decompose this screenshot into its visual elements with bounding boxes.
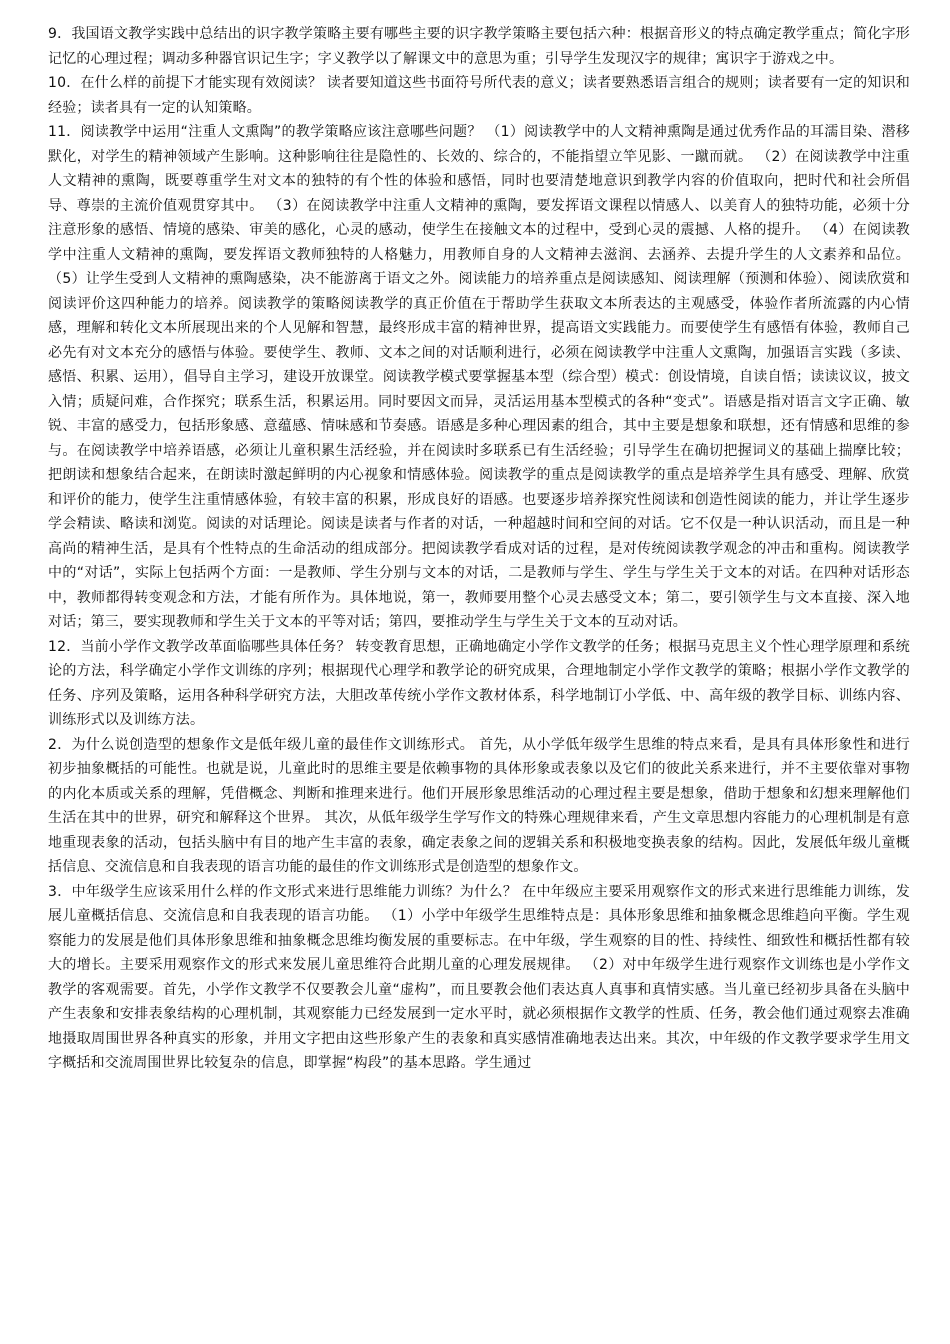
paragraph-q12-composition-reform: 12．当前小学作文教学改革面临哪些具体任务？ 转变教育思想，正确地确定小学作文教学的任务；根据马克思主义个性心理学原理和系统论的方法，科学确定小学作文训练的序列；根据现代心理学和教学论的研究成果，合理地制定小学作文教学的策略；根据小学作文教学的任务、序列及策略，运用各种科学研究方法，大胆改革传统小学作文教材体系，科学地制订小学低、中、高年级的教学目标、训练内容、训练形式以及训练方法。 — [48, 638, 910, 728]
paragraph-q10-effective-reading: 10．在什么样的前提下才能实现有效阅读？ 读者要知道这些书面符号所代表的意义；读者要熟悉语言组合的规则；读者要有一定的知识和经验；读者具有一定的认知策略。 — [48, 75, 910, 116]
paragraph-q11-humanistic-cultivation: 11．阅读教学中运用“注重人文熏陶”的教学策略应该注意哪些问题？ （1）阅读教学中的人文精神熏陶是通过优秀作品的耳濡目染、潜移默化，对学生的精神领域产生影响。这种影响往往是隐性的、长效的、综合的，不能指望立竿见影、一蹴而就。 （2）在阅读教学中注重人文精神的熏陶，既要尊重学生对文本的独特的有个性的体验和感悟，同时也要清楚地意识到教学内容的价值取向，把时代和社会所倡导、尊崇的主流价值观贯穿其中。 （3）在阅读教学中注重人文精神的熏陶，要发挥语文课程以情感人、以美育人的独特功能，必须十分注意形象的感悟、情境的感染、审美的感化，心灵的感动，使学生在接触文本的过程中，受到心灵的震撼、人格的提升。 （4）在阅读教学中注重人文精神的熏陶，要发挥语文教师独特的人格魅力，用教师自身的人文精神去滋润、去涵养、去提升学生的人文素养和品位。 （5）让学生受到人文精神的熏陶感染，决不能游离于语文之外。阅读能力的培养重点是阅读感知、阅读理解（预测和体验）、阅读欣赏和阅读评价这四种能力的培养。阅读教学的策略阅读教学的真正价值在于帮助学生获取文本所表达的主观感受，体验作者所流露的内心情感，理解和转化文本所展现出来的个人见解和智慧，最终形成丰富的精神世界，提高语文实践能力。而要使学生有感悟有体验，教师自己必先有对文本充分的感悟与体验。要使学生、教师、文本之间的对话顺利进行，必须在阅读教学中注重人文熏陶，加强语言实践（多读、感悟、积累、运用），倡导自主学习，建设开放课堂。阅读教学模式要掌握基本型（综合型）模式：创设情境，自读自悟；读读议议，披文入情；质疑问难，合作探究；联系生活，积累运用。同时要因文而异，灵活运用基本型模式的各种“变式”。语感是指对语言文字正确、敏锐、丰富的感受力，包括形象感、意蕴感、情味感和节奏感。语感是多种心理因素的组合，其中主要是想象和联想，还有情感和思维的参与。在阅读教学中培养语感，必须让儿童积累生活经验，并在阅读时多联系已有生活经验；引导学生在确切把握词义的基础上揣摩比较；把朗读和想象结合起来，在朗读时激起鲜明的内心视象和情感体验。阅读教学的重点是阅读教学的重点是培养学生具有感受、理解、欣赏和评价的能力，使学生注重情感体验，有较丰富的积累，形成良好的语感。也要逐步培养探究性阅读和创造性阅读的能力，并让学生逐步学会精读、略读和浏览。阅读的对话理论。阅读是读者与作者的对话，一种超越时间和空间的对话。它不仅是一种认识活动，而且是一种高尚的精神生活，是具有个性特点的生命活动的组成部分。把阅读教学看成对话的过程，是对传统阅读教学观念的冲击和重构。阅读教学中的“对话”，实际上包括两个方面：一是教师、学生分别与文本的对话，二是教师与学生、学生与学生关于文本的对话。在四种对话形态中，教师都得转变观念和方法，才能有所作为。具体地说，第一，教师要用整个心灵去感受文本；第二，要引领学生与文本直接、深入地对话；第三，要实现教师和学生关于文本的平等对话；第四，要推动学生与学生关于文本的互动对话。 — [48, 124, 910, 630]
paragraph-q9-literacy-strategies: 9．我国语文教学实践中总结出的识字教学策略主要有哪些主要的识字教学策略主要包括六种：根据音形义的特点确定教学重点；简化字形记忆的心理过程；调动多种器官识记生字；字义教学以了解课文中的意思为重；引导学生发现汉字的规律；寓识字于游戏之中。 — [48, 26, 910, 67]
paragraph-q2-imaginative-composition: 2．为什么说创造型的想象作文是低年级儿童的最佳作文训练形式。 首先，从小学低年级学生思维的特点来看，是具有具体形象性和进行初步抽象概括的可能性。也就是说，儿童此时的思维主要是依赖事物的具体形象或表象以及它们的彼此关系来进行，并不主要依靠对事物的内化本质或关系的理解，凭借概念、判断和推理来进行。他们开展形象思维活动的心理过程主要是想象，借助于想象和幻想来理解他们生活在其中的世界，研究和解释这个世界。 其次，从低年级学生学写作文的特殊心理规律来看，产生文章思想内容能力的心理机制是有意地重现表象的活动，包括头脑中有目的地产生丰富的表象，确定表象之间的逻辑关系和积极地变换表象的结构。因此，发展低年级儿童概括信息、交流信息和自我表现的语言功能的最佳的作文训练形式是创造型的想象作文。 — [48, 736, 910, 875]
paragraph-q3-observation-composition: 3．中年级学生应该采用什么样的作文形式来进行思维能力训练？为什么？ 在中年级应主要采用观察作文的形式来进行思维能力训练，发展儿童概括信息、交流信息和自我表现的语言功能。 （1）小学中年级学生思维特点是：具体形象思维和抽象概念思维趋向平衡。学生观察能力的发展是他们具体形象思维和抽象概念思维均衡发展的重要标志。在中年级，学生观察的目的性、持续性、细致性和概括性都有较大的增长。主要采用观察作文的形式来发展儿童思维符合此期儿童的心理发展规律。 （2）对中年级学生进行观察作文训练也是小学作文教学的客观需要。首先，小学作文教学不仅要教会儿童“虚构”，而且要教会他们表达真人真事和真情实感。当儿童已经初步具备在头脑中产生表象和安排表象结构的心理机制，其观察能力已经发展到一定水平时，就必须根据作文教学的性质、任务，教会他们通过观察去准确地摄取周围世界各种真实的形象，并用文字把由这些形象产生的表象和真实感情准确地表达出来。其次，中年级的作文教学要求学生用文字概括和交流周围世界比较复杂的信息，即掌握“构段”的基本思路。学生通过 — [48, 883, 910, 1071]
